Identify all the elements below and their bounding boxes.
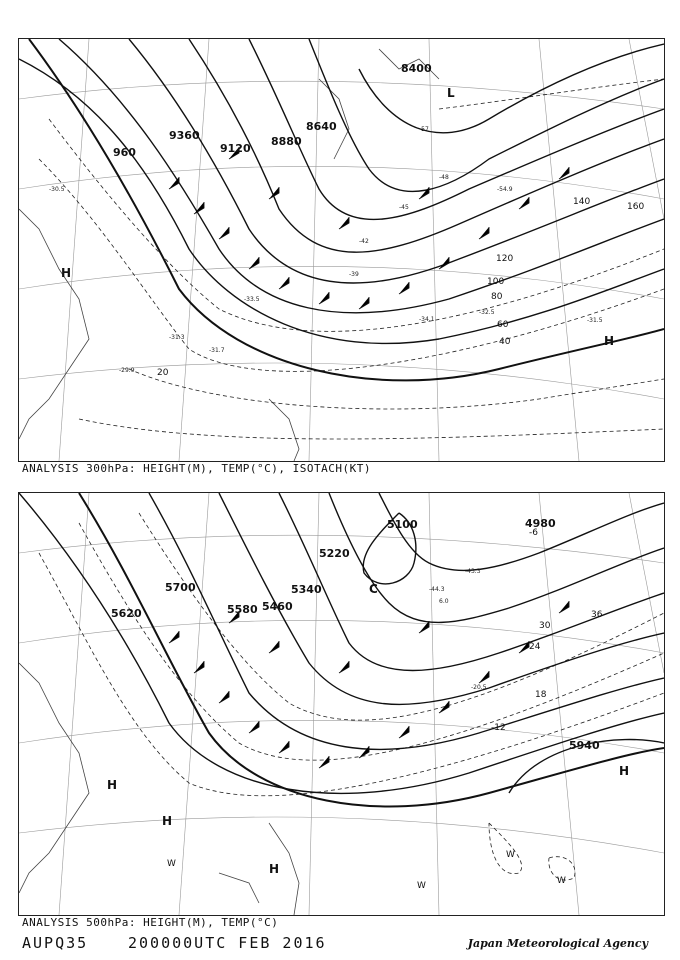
isotach-label: 60 <box>497 320 509 330</box>
temp-label: -34.1 <box>419 316 435 323</box>
high-pressure-marker: H <box>107 778 118 792</box>
map-300hpa <box>18 38 665 462</box>
height-label: 5700 <box>165 581 196 594</box>
temp-label: -32.5 <box>479 309 495 316</box>
temp-label: 18 <box>535 690 547 700</box>
low-pressure-marker: L <box>447 86 455 100</box>
height-label: 5940 <box>569 739 600 752</box>
isotach-label: 140 <box>573 197 591 207</box>
high-pressure-marker: H <box>269 862 280 876</box>
isotach-label: 160 <box>627 202 645 212</box>
height-label: 5620 <box>111 607 142 620</box>
temp-label: -45 <box>399 204 409 211</box>
height-contours <box>19 493 664 793</box>
chart-code: AUPQ35 <box>22 934 89 952</box>
temp-label: 6.0 <box>439 598 449 605</box>
height-label: 5460 <box>262 600 293 613</box>
coastline <box>19 663 299 915</box>
top-caption: ANALYSIS 300hPa: HEIGHT(M), TEMP(°C), ISOTACH(KT) <box>22 462 372 475</box>
height-label: 5580 <box>227 603 258 616</box>
height-contours <box>19 39 664 343</box>
warm-center-marker: W <box>557 876 566 886</box>
temp-label: -12 <box>491 723 506 733</box>
height-label: 8400 <box>401 62 432 75</box>
agency-name: Japan Meteorological Agency <box>467 937 648 950</box>
temp-label: -29.9 <box>119 367 135 374</box>
height-label: 8880 <box>271 135 302 148</box>
map-500hpa <box>18 492 665 916</box>
isotach-label: 20 <box>157 368 169 378</box>
temp-label: -31.7 <box>209 347 225 354</box>
cold-center-marker: C <box>369 582 378 596</box>
temp-label: 36 <box>591 610 603 620</box>
temp-label: -31.5 <box>587 317 603 324</box>
height-label: 4980 <box>525 517 556 530</box>
bottom-caption: ANALYSIS 500hPa: HEIGHT(M), TEMP(°C) <box>22 916 279 929</box>
height-label: 8640 <box>306 120 337 133</box>
isotach-label: 80 <box>491 292 503 302</box>
height-label: 9120 <box>220 142 251 155</box>
temp-label: -20.5 <box>471 684 487 691</box>
warm-center-marker: W <box>167 859 176 869</box>
height-label: 960 <box>113 146 136 159</box>
height-label: 5100 <box>387 518 418 531</box>
valid-time: 200000UTC FEB 2016 <box>128 934 327 952</box>
high-pressure-marker: H <box>604 334 615 348</box>
jet-contour <box>29 39 664 380</box>
temp-label: -33.5 <box>244 296 260 303</box>
temp-label: -39 <box>349 271 359 278</box>
map-300hpa-canvas <box>19 39 664 461</box>
temp-label: -57 <box>419 126 429 133</box>
temp-label: -54.9 <box>497 186 513 193</box>
warm-center-marker: W <box>506 850 515 860</box>
temp-label: -48 <box>439 174 449 181</box>
isotherm-lines <box>39 79 664 439</box>
high-pressure-marker: H <box>61 266 72 280</box>
major-contour <box>79 493 664 807</box>
isotach-label: 100 <box>487 277 505 287</box>
temp-label: -43.3 <box>465 568 481 575</box>
temp-label: 30 <box>539 621 551 631</box>
warm-center-marker: W <box>417 881 426 891</box>
high-pressure-marker: H <box>619 764 630 778</box>
isotach-label: 40 <box>499 337 511 347</box>
temp-label: -44.3 <box>429 586 445 593</box>
map-500hpa-canvas <box>19 493 664 915</box>
height-label: 5220 <box>319 547 350 560</box>
isotach-label: 120 <box>496 254 514 264</box>
high-pressure-marker: H <box>162 814 173 828</box>
coastline <box>19 49 439 461</box>
temp-label: -31.3 <box>169 334 185 341</box>
temp-label: -30.5 <box>49 186 65 193</box>
temp-label: -6 <box>529 528 538 538</box>
temp-label: 24 <box>529 642 541 652</box>
height-label: 5340 <box>291 583 322 596</box>
temp-label: -42 <box>359 238 369 245</box>
height-label: 9360 <box>169 129 200 142</box>
